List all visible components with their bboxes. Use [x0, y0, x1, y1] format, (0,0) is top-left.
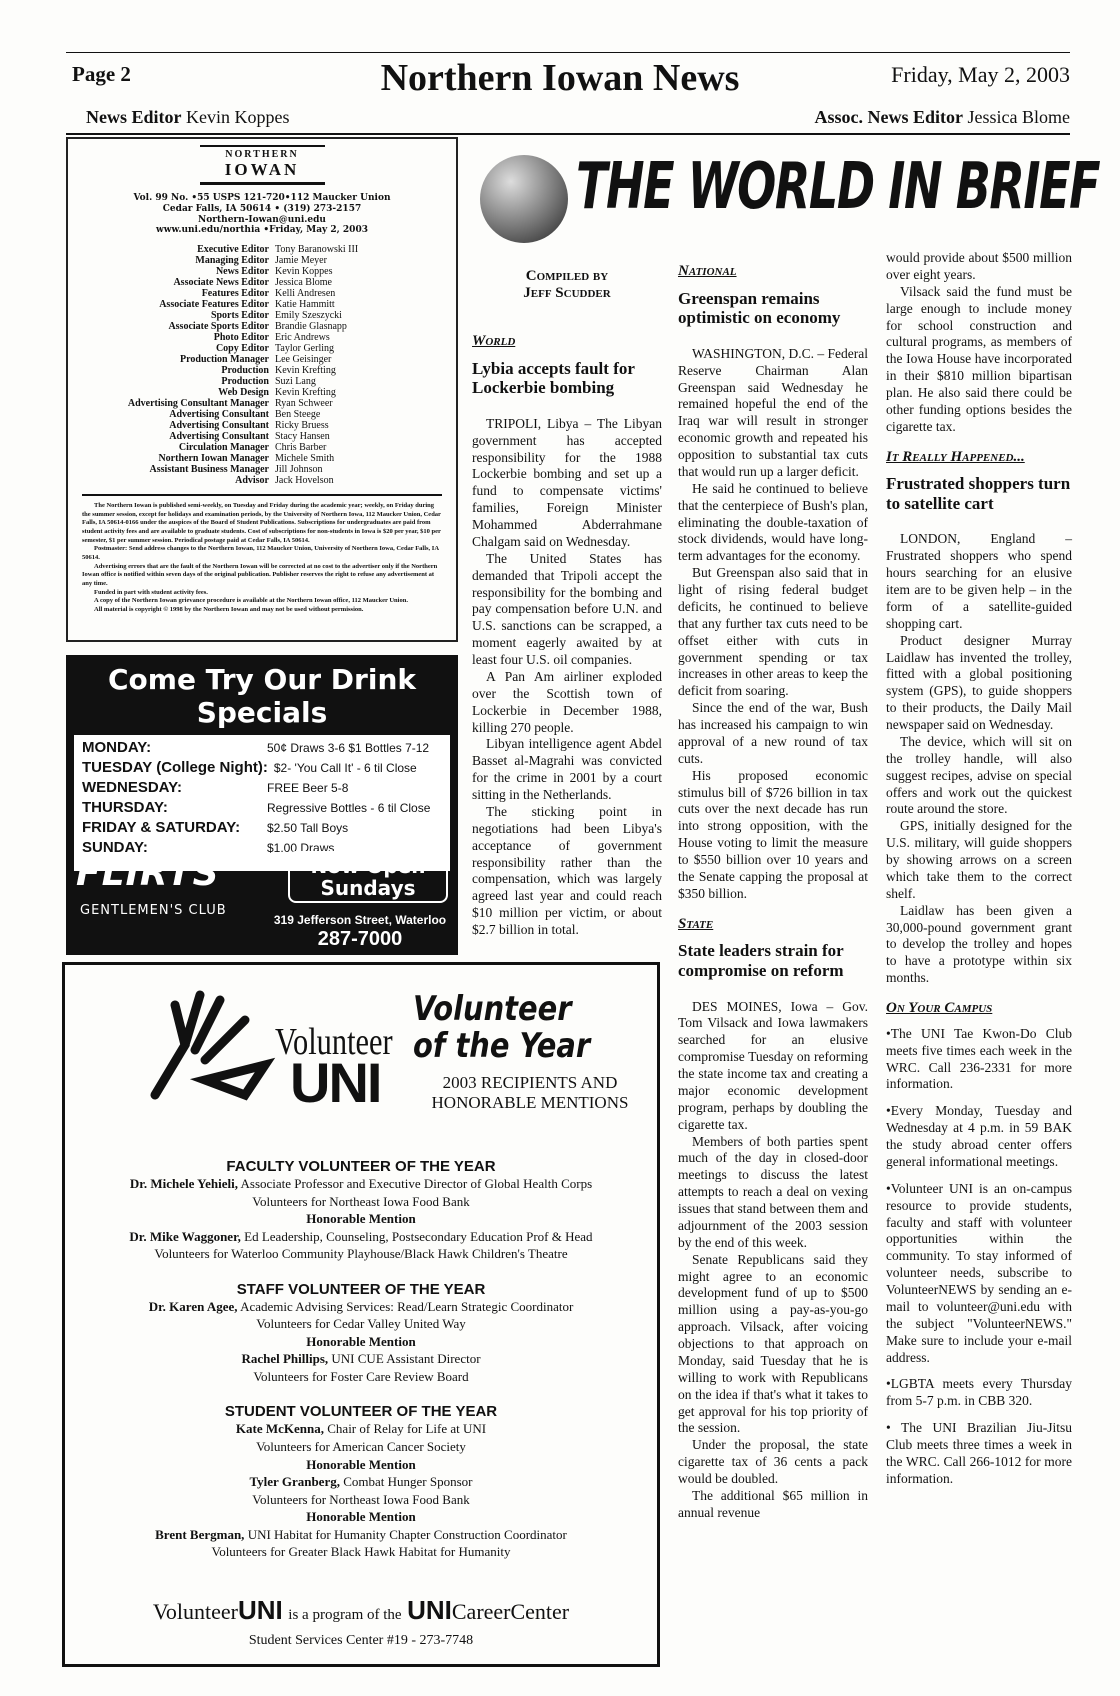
drink-special-row: [82, 799, 442, 819]
staff-title: Production Manager: [180, 354, 269, 366]
staff-name: Kevin Krefting: [275, 387, 336, 399]
ad-title: [413, 991, 590, 1066]
paragraph: Members of both parties spent much of the day in closed-door meetings to discuss the latest attempts to reach a deal on vexing issues that stand between them and adjournment of the 2003 session by the end of this week.: [678, 1133, 868, 1250]
section-label: State: [678, 915, 714, 932]
recipient-name: Rachel Phillips,: [241, 1351, 329, 1367]
section-label: It Really Happened...: [886, 448, 1025, 465]
staff-row: [78, 475, 446, 486]
staff-row: [78, 376, 446, 387]
banner-title: THE WORLD IN BRIEF: [576, 150, 1100, 224]
headline: Greenspan remains optimistic on economy: [678, 288, 841, 328]
recipient-detail: Academic Advising Services: Read/Learn Strategic Coordinator: [240, 1298, 574, 1314]
staff-name: Ricky Bruess: [275, 420, 329, 432]
section-label: On Your Campus: [886, 1000, 993, 1017]
newspaper-title: Northern Iowan News: [380, 57, 740, 99]
on-your-campus: [886, 999, 1072, 1488]
news-editor: [86, 107, 289, 128]
news-editor-name: Kevin Koppes: [186, 107, 290, 127]
headline: Frustrated shoppers turn to satellite cart: [886, 474, 1071, 513]
staff-row: [78, 332, 446, 343]
recipient-detail: Chair of Relay for Life at UNI: [327, 1421, 487, 1437]
byline-name: Jeff Scudder: [523, 285, 611, 301]
recipient-line: [65, 1543, 657, 1561]
award-heading: FACULTY VOLUNTEER OF THE YEAR: [226, 1158, 496, 1175]
article-it-really-happened: [886, 448, 1072, 987]
recipient-line: [65, 1315, 657, 1333]
footer-career-center: CareerCenter: [451, 1599, 570, 1624]
special-day: FRIDAY & SATURDAY:: [82, 819, 241, 836]
special-deal: 50¢ Draws 3-6 $1 Bottles 7-12: [267, 741, 430, 755]
world-in-brief-banner: [480, 150, 1100, 245]
info-line: www.uni.edu/northia •Friday, May 2, 2003: [156, 225, 368, 236]
club-phone: 287-7000: [317, 928, 403, 950]
paragraph: Product designer Murray Laidlaw has invented the trolley, fitted with a global positioning system (GPS), to guide shoppers to their products, the Daily Mail newspaper said on Wednesday.: [886, 632, 1072, 733]
paragraph: Under the proposal, the state cigarette tax of 36 cents a pack would be doubled.: [678, 1437, 868, 1487]
recipient-name: Honorable Mention: [306, 1456, 416, 1472]
staff-title: Managing Editor: [195, 255, 269, 267]
volunteer-uni-logo: [115, 985, 405, 1114]
paragraph: Senate Republicans said they might agree to an economic development fund of up to $500 million using a pay-as-you-go approach. Vilsack, after voicing objections to that approach on Monday, said Tuesday that he is willing to work with Republicans on the idea if that's what it takes to get approval for his top priority of the session.: [678, 1251, 868, 1436]
footer-address: Student Services Center #19 - 273-7748: [248, 1633, 474, 1648]
staff-name: Lee Geisinger: [275, 354, 332, 366]
section-label: World: [472, 333, 516, 349]
recipient-detail: Volunteers for Waterloo Community Playhouse/Black Hawk Children's Theatre: [154, 1246, 568, 1262]
byline: [472, 268, 662, 302]
staff-list: [78, 244, 446, 486]
legal-paragraph: The Northern Iowan is published semi-weekly, on Tuesday and Friday during the academic year; weekly, on Friday during the summer session, except for holidays and examination periods, by the University of Northern Iowa, 112 Maucker Union, Cedar Falls, IA 50614-0166 under the auspices of the Board of Student Publications. Subscriptions for undergraduates are paid from student activity fees and are available to graduate students. Cost of subscriptions for non-students in Iowa is $20 per year, $10 per semester, $1 per summer session. Periodical postage paid at Cedar Falls, IA 50614.: [82, 502, 441, 544]
special-day: WEDNESDAY:: [82, 779, 183, 796]
footer-uni2: UNI: [407, 1595, 452, 1625]
staff-row: [78, 321, 446, 332]
recipient-name: Kate McKenna,: [235, 1421, 324, 1437]
footer-program-text: is a program of the: [288, 1607, 402, 1623]
staff-name: Michele Smith: [275, 453, 335, 465]
footer-volunteer: Volunteer: [152, 1599, 238, 1624]
paragraph: GPS, initially designed for the U.S. military, will guide shoppers by showing arrows on a screen which take them to the correct shelf.: [886, 818, 1072, 901]
legal-notice: [82, 494, 442, 614]
ad-headline: Come Try Our Drink Specials: [107, 663, 417, 729]
header-rule: [66, 133, 1070, 135]
publication-info: [78, 193, 446, 236]
recipient-line: [65, 1333, 657, 1351]
staff-title: Sports Editor: [210, 310, 269, 322]
staff-title: Advertising Consultant Manager: [127, 398, 269, 410]
staff-name: Brandie Glasnapp: [275, 321, 347, 333]
staff-title: Associate Sports Editor: [168, 321, 269, 333]
staff-title: Advertising Consultant: [169, 409, 269, 421]
paragraph: Laidlaw has been given a 30,000-pound government grant to develop the trolley and hopes to have a prototype within six months.: [886, 902, 1072, 986]
recipient-line: [65, 1508, 657, 1526]
staff-title: Northern Iowan Manager: [158, 453, 269, 465]
club-logo-sub: GENTLEMEN'S CLUB: [80, 903, 227, 918]
drink-special-row: [82, 739, 442, 759]
nameplate-line1: NORTHERN: [225, 149, 299, 160]
staff-row: [78, 354, 446, 365]
recipient-name: Honorable Mention: [306, 1211, 416, 1227]
headline: State leaders strain for compromise on reform: [678, 941, 844, 981]
legal-paragraph: Postmaster: Send address changes to the Northern Iowan, 112 Maucker Union, University of Northern Iowa, Cedar Falls, IA 50614.: [82, 545, 439, 562]
staff-row: [78, 409, 446, 420]
recipient-detail: Combat Hunger Sponsor: [343, 1474, 473, 1490]
info-line: Northern-Iowan@uni.edu: [198, 214, 326, 225]
article-state-continued: [886, 250, 1072, 436]
staff-row: [78, 453, 446, 464]
paragraph: •Every Monday, Tuesday and Wednesday at 4 p.m. in 59 BAK the study abroad center offers general informational meetings.: [886, 1103, 1072, 1169]
staff-row: [78, 310, 446, 321]
staff-title: Circulation Manager: [178, 442, 269, 454]
staff-title: Production: [221, 376, 269, 388]
paragraph: The sticking point in negotiations had been Libya's acceptance of government responsibility rather than the compensation, which was largely agreed last year and could reach $10 million per victim, or about $2.7 billion in total.: [472, 803, 662, 938]
staff-title: Associate News Editor: [173, 277, 269, 289]
assoc-news-editor: [815, 107, 1070, 128]
logo-uni-text: UNI: [290, 1051, 381, 1114]
staff-name: Eric Andrews: [275, 332, 330, 344]
recipient-line: [65, 1456, 657, 1474]
staff-name: Ryan Schweer: [275, 398, 333, 410]
staff-name: Taylor Gerling: [275, 343, 335, 355]
assoc-editor-name: Jessica Blome: [967, 107, 1070, 127]
staff-name: Chris Barber: [275, 442, 327, 454]
paragraph: • The UNI Brazilian Jiu-Jitsu Club meets three times a week in the WRC. Call 266-1012 for more information.: [886, 1420, 1072, 1486]
staff-name: Kevin Koppes: [275, 266, 333, 278]
column-right: [886, 250, 1072, 1498]
page-number: Page 2: [72, 62, 131, 86]
recipient-line: [65, 1193, 657, 1211]
special-deal: $1.00 Draws: [267, 841, 335, 855]
legal-paragraph: All material is copyright © 1998 by the Northern Iowan and may not be used without permission.: [94, 605, 364, 613]
staff-row: [78, 365, 446, 376]
paragraph: •Volunteer UNI is an on-campus resource to provide students, faculty and staff with volunteer opportunities within the community. To stay informed of volunteer needs, subscribe to VolunteerNEWS by sending an e-mail to volunteer@uni.edu with the subject "VolunteerNEWS." Make sure to include your e-mail address.: [886, 1180, 1072, 1365]
recipient-name: Dr. Michele Yehieli,: [129, 1176, 238, 1191]
staff-row: [78, 299, 446, 310]
recipient-line: [65, 1438, 657, 1456]
staff-title: Photo Editor: [213, 332, 269, 344]
staff-row: [78, 387, 446, 398]
recipients-list: [65, 1140, 657, 1561]
recipient-line: [65, 1350, 657, 1368]
section-label: National: [678, 263, 737, 279]
staff-name: Suzi Lang: [275, 376, 316, 388]
recipient-detail: Volunteers for Cedar Valley United Way: [256, 1316, 466, 1332]
recipient-name: Dr. Karen Agee,: [148, 1298, 238, 1314]
special-deal: Regressive Bottles - 6 til Close: [267, 801, 431, 815]
article-world: [472, 332, 662, 939]
volunteer-of-year-ad: [62, 962, 660, 1667]
club-address: 319 Jefferson Street, Waterloo: [273, 913, 447, 927]
ad-title-line2: of the Year: [413, 1026, 591, 1067]
legal-paragraph: Funded in part with student activity fees.: [94, 588, 208, 596]
recipient-detail: UNI Habitat for Humanity Chapter Construction Coordinator: [247, 1526, 567, 1542]
staff-row: [78, 288, 446, 299]
paragraph: Libyan intelligence agent Abdel Basset al-Magrahi was convicted for the crime in 2001 by a court sitting in the Netherlands.: [472, 736, 662, 803]
staff-row: [78, 398, 446, 409]
recipient-line: [65, 1368, 657, 1386]
staff-title: Executive Editor: [197, 244, 269, 256]
masthead-box: [66, 137, 458, 642]
special-day: MONDAY:: [82, 739, 152, 756]
staff-title: Assistant Business Manager: [149, 464, 269, 476]
nameplate-logo: [200, 145, 325, 185]
paragraph: TRIPOLI, Libya – The Libyan government has accepted responsibility for the 1988 Lockerbie bombing and set up a fund to compensate victims' families, Foreign Minister Mohammed Abderrahmane Chalgam said on Wednesday.: [472, 415, 662, 549]
recipient-detail: Volunteers for Northeast Iowa Food Bank: [252, 1193, 470, 1209]
club-logo: FLIRTS: [76, 853, 220, 894]
award-heading: STAFF VOLUNTEER OF THE YEAR: [236, 1280, 486, 1298]
staff-name: Jamie Meyer: [275, 255, 327, 267]
staff-title: Web Design: [218, 387, 269, 399]
special-deal: FREE Beer 5-8: [267, 781, 349, 795]
recipient-line: [65, 1210, 657, 1228]
recipient-detail: Volunteers for Greater Black Hawk Habitat for Humanity: [211, 1544, 511, 1560]
special-day: TUESDAY (College Night):: [82, 759, 268, 776]
paragraph: The device, which will sit on the trolley handle, will also suggest recipes, advise on special offers and work out the quickest route around the store.: [886, 733, 1072, 817]
assoc-editor-label: Assoc. News Editor: [814, 107, 964, 127]
info-line: Cedar Falls, IA 50614 • (319) 273-2157: [162, 203, 362, 214]
column-world: [472, 258, 662, 939]
paragraph: DES MOINES, Iowa – Gov. Tom Vilsack and Iowa lawmakers searched for an elusive compromise Tuesday on reforming the state income tax and creating a major economic development program, perhaps by doubling the cigarette tax.: [678, 998, 868, 1132]
news-editor-label: News Editor: [86, 107, 182, 127]
staff-name: Jessica Blome: [275, 277, 332, 289]
recipient-line: [65, 1420, 657, 1438]
staff-name: Tony Baranowski III: [275, 244, 359, 256]
staff-title: News Editor: [215, 266, 269, 278]
headline: Lybia accepts fault for Lockerbie bombing: [472, 358, 635, 398]
recipient-line: [65, 1526, 657, 1544]
ad-subtitle: 2003 RECIPIENTS AND HONORABLE MENTIONS: [431, 1073, 629, 1113]
recipient-line: [65, 1298, 657, 1316]
paragraph: LONDON, England – Frustrated shoppers who spend hours searching for an elusive item are to be given help – in the form of a satellite-guided shopping cart.: [886, 531, 1072, 631]
paragraph: •LGBTA meets every Thursday from 5-7 p.m. in CBB 320.: [886, 1376, 1072, 1409]
nameplate-line2: IOWAN: [224, 160, 300, 179]
staff-row: [78, 420, 446, 431]
paragraph: Vilsack said the fund must be large enough to include money for school construction and cultural programs, as members of the Iowa House have incorporated in their $810 million bipartisan plan. He also said there could be other funding options besides the cigarette tax.: [886, 283, 1072, 434]
staff-title: Copy Editor: [215, 343, 269, 355]
recipient-line: [65, 1491, 657, 1509]
recipient-detail: UNI CUE Assistant Director: [331, 1351, 481, 1367]
staff-title: Advisor: [235, 475, 269, 487]
award-heading: STUDENT VOLUNTEER OF THE YEAR: [224, 1403, 498, 1421]
recipient-detail: Volunteers for American Cancer Society: [256, 1439, 466, 1455]
recipient-name: Brent Bergman,: [155, 1526, 245, 1542]
ad-footer: [65, 1595, 657, 1626]
recipient-line: [65, 1245, 657, 1263]
staff-name: Emily Szeszycki: [275, 310, 342, 322]
paragraph: The United States has demanded that Tripoli accept the responsibility for the bombing and pay compensation before U.N. and U.S. sanctions can be scrapped, a moment eagerly awaited by at least four U.S. oil companies.: [472, 550, 662, 668]
byline-label: Compiled by: [525, 268, 609, 284]
staff-row: [78, 266, 446, 277]
top-rule: [66, 52, 1070, 53]
logo-volunteer-text: Volunteer: [275, 1021, 393, 1063]
paragraph: •The UNI Tae Kwon-Do Club meets five times each week in the WRC. Call 236-2331 for more information.: [886, 1025, 1072, 1092]
recipient-detail: Ed Leadership, Counseling, Postsecondary Education Prof & Head: [244, 1228, 593, 1244]
recipient-name: Honorable Mention: [306, 1333, 416, 1349]
recipient-line: [65, 1175, 657, 1193]
staff-name: Jack Hovelson: [275, 475, 334, 487]
globe-icon: [480, 155, 568, 243]
now-open-badge: Now Open Sundays: [288, 851, 448, 903]
paragraph: would provide about $500 million over eight years.: [886, 250, 1072, 282]
paragraph: But Greenspan also said that in light of rising federal budget deficits, he continued to believe that any further tax cuts need to be offset either with cuts in government spending or tax increases in other areas to keep the deficit from soaring.: [678, 565, 868, 699]
staff-row: [78, 464, 446, 475]
column-national: [678, 250, 868, 1522]
recipient-detail: Volunteers for Foster Care Review Board: [253, 1368, 469, 1384]
staff-name: Kevin Krefting: [275, 365, 336, 377]
staff-title: Advertising Consultant: [169, 431, 269, 443]
staff-title: Production: [221, 365, 269, 377]
recipient-detail: Associate Professor and Executive Director of Global Health Corps: [240, 1176, 593, 1191]
article-state: [678, 915, 868, 1522]
staff-title: Advertising Consultant: [169, 420, 269, 432]
recipient-name: Tyler Granberg,: [249, 1474, 340, 1490]
article-national: [678, 262, 868, 903]
paragraph: His proposed economic stimulus bill of $726 billion in tax cuts over the next decade has run into strong opposition, with the House voting to limit the measure to $550 billion over 10 years and the Senate capping the proposal at $350 billion.: [678, 767, 868, 901]
info-line: Vol. 99 No. •55 USPS 121-720•112 Maucker Union: [133, 193, 391, 203]
drink-special-row: [82, 819, 442, 839]
footer-uni: UNI: [238, 1595, 283, 1625]
special-deal: $2.50 Tall Boys: [267, 821, 349, 835]
special-day: SUNDAY:: [82, 839, 148, 856]
staff-name: Stacy Hansen: [275, 431, 330, 443]
staff-title: Associate Features Editor: [159, 299, 269, 311]
paragraph: A Pan Am airliner exploded over the Scottish town of Lockerbie in December 1988, killing 270 people.: [472, 668, 662, 735]
paragraph: WASHINGTON, D.C. – Federal Reserve Chairman Alan Greenspan said Wednesday he remained hopeful the end of the Iraq war will result in stronger economic growth and repeated his opposition to substantial tax cuts that would run up a larger deficit.: [678, 345, 868, 479]
staff-row: [78, 431, 446, 442]
staff-row: [78, 255, 446, 266]
drink-special-row: [82, 779, 442, 799]
drink-specials-ad: [66, 655, 458, 955]
recipient-name: Honorable Mention: [306, 1509, 416, 1525]
staff-name: Kelli Andresen: [275, 288, 336, 300]
staff-row: [78, 277, 446, 288]
recipient-line: [65, 1228, 657, 1246]
recipient-detail: Volunteers for Northeast Iowa Food Bank: [252, 1491, 470, 1507]
staff-name: Ben Steege: [275, 409, 321, 421]
hand-icon: [145, 985, 285, 1105]
staff-name: Katie Hammitt: [275, 299, 335, 311]
recipient-name: Dr. Mike Waggoner,: [129, 1228, 241, 1244]
staff-row: [78, 343, 446, 354]
paragraph: He said he continued to believe that the centerpiece of Bush's plan, eliminating the double-taxation of stock dividends, would have long-term advantages for the economy.: [678, 480, 868, 564]
drink-special-row: [82, 759, 442, 779]
paragraph: The additional $65 million in annual revenue: [678, 1487, 868, 1520]
legal-paragraph: A copy of the Northern Iowan grievance procedure is available at the Northern Iowan office, 112 Maucker Union.: [94, 597, 408, 605]
special-day: THURSDAY:: [82, 799, 168, 816]
staff-row: [78, 442, 446, 453]
paragraph: Since the end of the war, Bush has increased his campaign to win approval of a new round of tax cuts.: [678, 700, 868, 766]
staff-title: Features Editor: [201, 288, 269, 300]
issue-date: Friday, May 2, 2003: [891, 62, 1070, 87]
legal-paragraph: Advertising errors that are the fault of the Northern Iowan will be corrected at no cost to the advertiser only if the Northern Iowan office is notified within seven days of the original publication. Publisher reserves the right to refuse any advertisement at any time.: [82, 562, 438, 587]
staff-name: Jill Johnson: [275, 464, 323, 476]
special-deal: $2- 'You Call It' - 6 til Close: [273, 761, 417, 775]
ad-title-line1: Volunteer: [413, 989, 572, 1029]
staff-row: [78, 244, 446, 255]
recipient-line: [65, 1473, 657, 1491]
